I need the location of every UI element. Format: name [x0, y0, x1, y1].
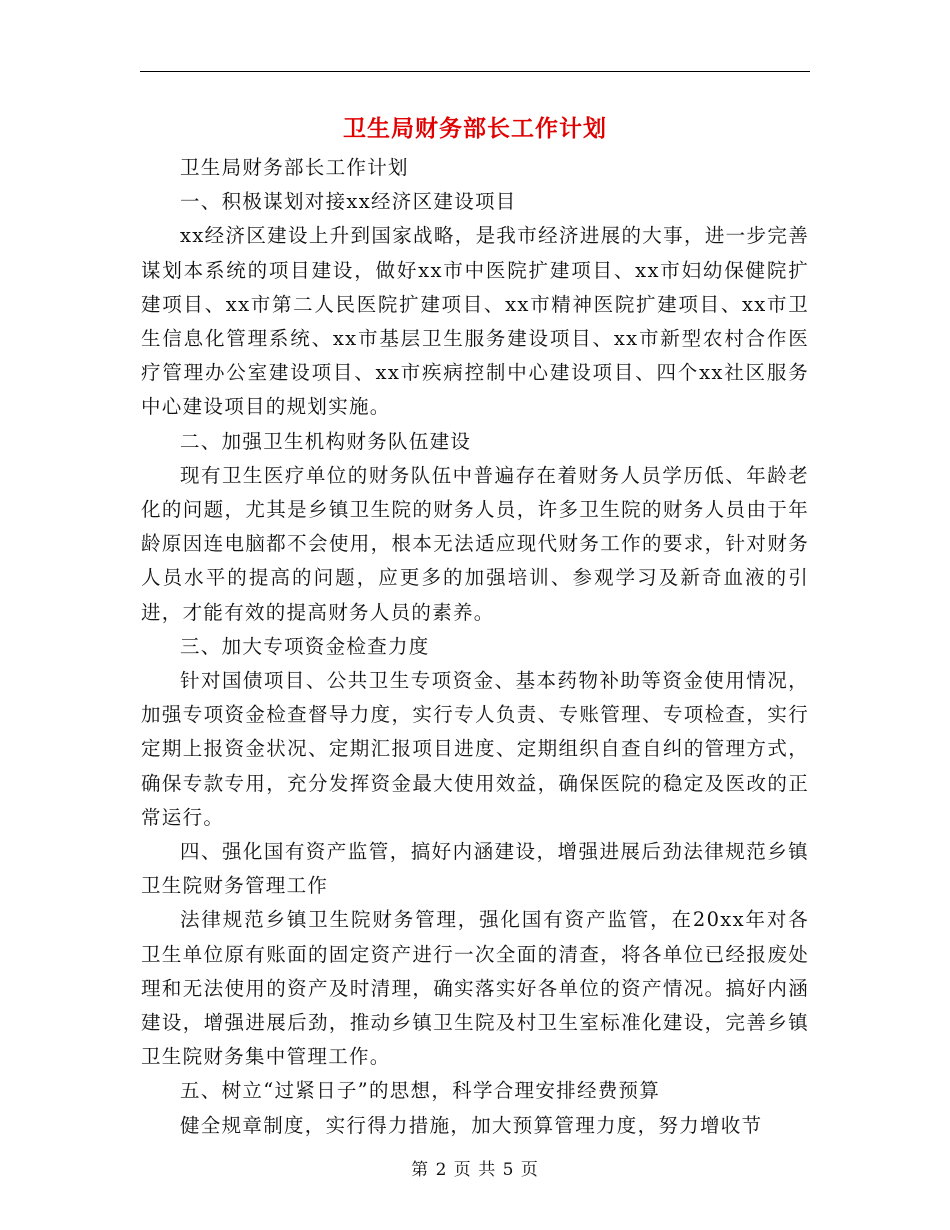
paragraph: 健全规章制度，实行得力措施，加大预算管理力度，努力增收节 — [180, 1113, 763, 1137]
paragraph: 现有卫生医疗单位的财务队伍中普遍存在着财务人员学历低、年龄老化的问题，尤其是乡镇卫生院的财务人员，许多卫生院的财务人员由于年龄原因连电脑都不会使用，根本无法适应现代财务工作的要求，针对财务人员水平的提高的问题，应更多的加强培训、参观学习及新奇血液的引进，才能有效的提高财务人员的素养。 — [141, 463, 809, 624]
header-rule — [140, 71, 810, 72]
paragraph: 针对国债项目、公共卫生专项资金、基本药物补助等资金使用情况，加强专项资金检查督导力度，实行专人负责、专账管理、专项检查，实行定期上报资金状况、定期汇报项目进度、定期组织自查自纠的管理方式，确保专款专用，充分发挥资金最大使用效益，确保医院的稳定及医改的正常运行。 — [141, 669, 809, 829]
page-number: 第 2 页 共 5 页 — [411, 1160, 539, 1180]
paragraph: 法律规范乡镇卫生院财务管理，强化国有资产监管，在20xx年对各卫生单位原有账面的固定资产进行一次全面的清查，将各单位已经报废处理和无法使用的资产及时清理，确实落实好各单位的资产情况。搞好内涵建设，增强进展后劲，推动乡镇卫生院及村卫生室标准化建设，完善乡镇卫生院财务集中管理工作。 — [141, 908, 809, 1069]
document-title: 卫生局财务部长工作计划 — [343, 116, 607, 142]
section-heading-2: 二、加强卫生机构财务队伍建设 — [180, 429, 472, 453]
section-heading-4: 四、强化国有资产监管，搞好内涵建设，增强进展后劲法律规范乡镇卫生院财务管理工作 — [141, 840, 809, 898]
document-body — [141, 151, 809, 1143]
section-heading-1: 一、积极谋划对接xx经济区建设项目 — [180, 190, 517, 214]
section-heading-3: 三、加大专项资金检查力度 — [180, 634, 430, 658]
paragraph: xx经济区建设上升到国家战略，是我市经济进展的大事，进一步完善谋划本系统的项目建设，做好xx市中医院扩建项目、xx市妇幼保健院扩建项目、xx市第二人民医院扩建项目、xx市精神医院扩建项目、xx市卫生信息化管理系统、xx市基层卫生服务建设项目、xx市新型农村合作医疗管理办公室建设项目、xx市疾病控制中心建设项目、四个xx社区服务中心建设项目的规划实施。 — [141, 224, 809, 419]
paragraph-subtitle: 卫生局财务部长工作计划 — [180, 156, 409, 179]
section-heading-5: 五、树立“过紧日子”的思想，科学合理安排经费预算 — [180, 1079, 661, 1103]
